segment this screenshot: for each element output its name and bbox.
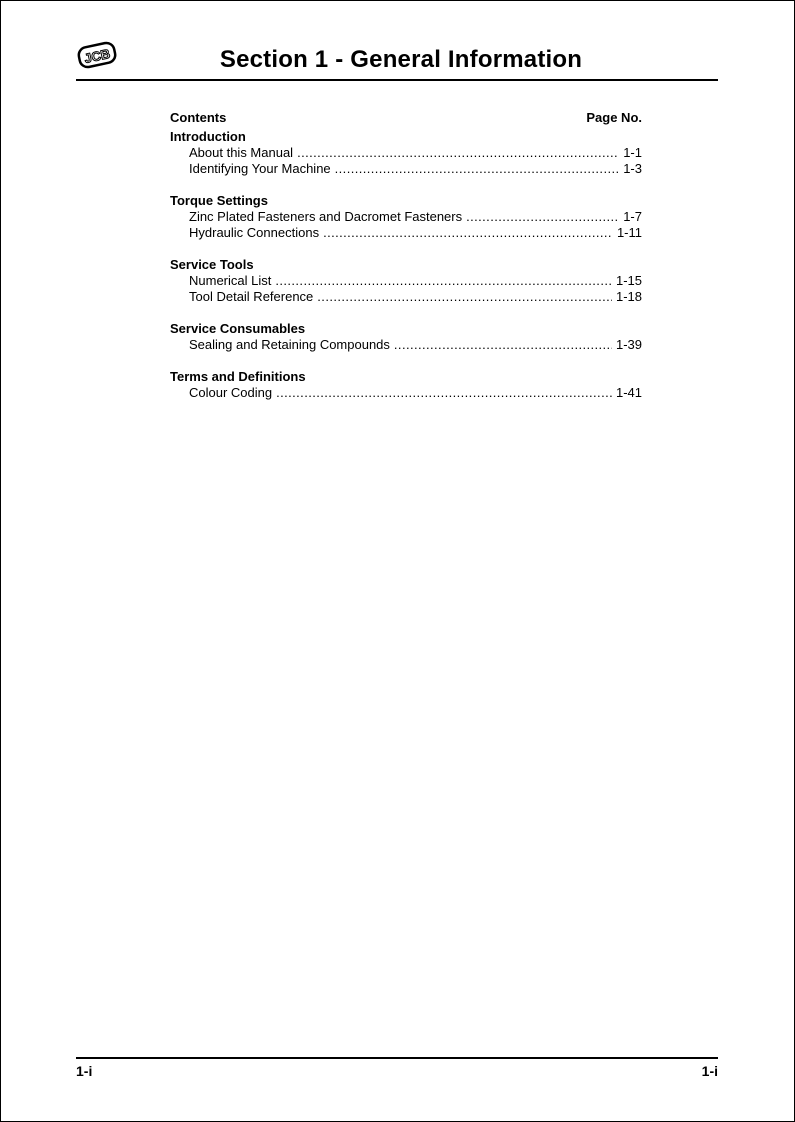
section-title: Introduction — [170, 129, 246, 144]
table-of-contents — [170, 110, 642, 417]
contents-heading: Contents — [170, 110, 227, 125]
entry-page: 1-18 — [615, 289, 642, 304]
page-title: Section 1 - General Information — [219, 46, 583, 73]
toc-entry[interactable] — [170, 225, 642, 241]
toc-section — [170, 129, 642, 177]
leader-dots — [466, 209, 619, 225]
toc-header — [170, 110, 642, 126]
page-no-heading: Page No. — [586, 110, 642, 125]
toc-section — [170, 369, 642, 401]
entry-label: Colour Coding — [189, 385, 273, 400]
leader-dots — [297, 145, 619, 161]
toc-section — [170, 193, 642, 241]
leader-dots — [317, 289, 612, 305]
leader-dots — [323, 225, 613, 241]
entry-page: 1-39 — [615, 337, 642, 352]
entry-page: 1-15 — [615, 273, 642, 288]
entry-label: Identifying Your Machine — [189, 161, 331, 176]
leader-dots — [276, 385, 612, 401]
entry-label: Numerical List — [189, 273, 272, 288]
entry-label: About this Manual — [189, 145, 294, 160]
entry-label: Sealing and Retaining Compounds — [189, 337, 390, 352]
toc-entry[interactable] — [170, 289, 642, 305]
leader-dots — [275, 273, 612, 289]
toc-entry[interactable] — [170, 385, 642, 401]
section-title: Service Consumables — [170, 321, 306, 336]
footer-page-number-left: 1-i — [76, 1063, 93, 1079]
footer-rule — [76, 1057, 718, 1059]
toc-entry[interactable] — [170, 337, 642, 353]
entry-page: 1-41 — [615, 385, 642, 400]
toc-entry[interactable] — [170, 161, 642, 177]
logo-text: JCB — [82, 45, 112, 67]
entry-page: 1-1 — [623, 145, 642, 160]
entry-label: Tool Detail Reference — [189, 289, 314, 304]
leader-dots — [394, 337, 612, 353]
section-title: Service Tools — [170, 257, 254, 272]
entry-label: Hydraulic Connections — [189, 225, 320, 240]
leader-dots — [335, 161, 620, 177]
toc-section — [170, 321, 642, 353]
toc-entry[interactable] — [170, 209, 642, 225]
entry-page: 1-3 — [623, 161, 642, 176]
footer-page-number-right: 1-i — [701, 1063, 718, 1079]
entry-page: 1-11 — [616, 225, 642, 240]
section-title: Terms and Definitions — [170, 369, 306, 384]
toc-section — [170, 257, 642, 305]
entry-label: Zinc Plated Fasteners and Dacromet Fasteners — [189, 209, 463, 224]
entry-page: 1-7 — [623, 209, 642, 224]
toc-entry[interactable] — [170, 273, 642, 289]
header-rule — [76, 79, 718, 81]
toc-entry[interactable] — [170, 145, 642, 161]
section-title: Torque Settings — [170, 193, 268, 208]
